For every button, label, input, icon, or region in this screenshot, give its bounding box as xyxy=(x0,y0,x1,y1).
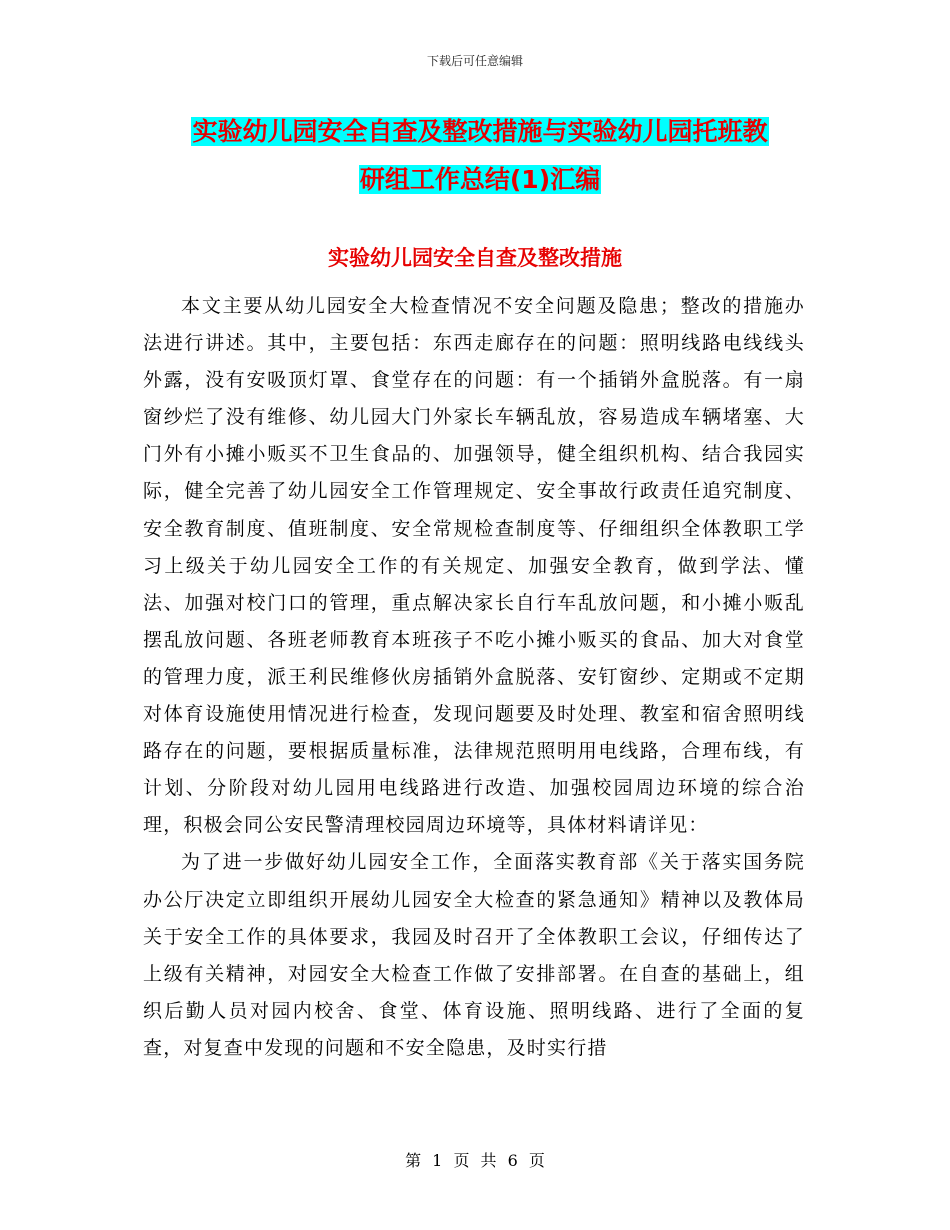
body-paragraph: 本文主要从幼儿园安全大检查情况不安全问题及隐患；整改的措施办法进行讲述。其中，主要包括：东西走廊存在的问题：照明线路电线线头外露，没有安吸顶灯罩、食堂存在的问题：有一个插销外盒脱落。有一扇窗纱烂了没有维修、幼儿园大门外家长车辆乱放，容易造成车辆堵塞、大门外有小摊小贩买不卫生食品的、加强领导，健全组织机构、结合我园实际，健全完善了幼儿园安全工作管理规定、安全事故行政责任追究制度、安全教育制度、值班制度、安全常规检查制度等、仔细组织全体教职工学习上级关于幼儿园安全工作的有关规定、加强安全教育，做到学法、懂法、加强对校门口的管理，重点解决家长自行车乱放问题，和小摊小贩乱摆乱放问题、各班老师教育本班孩子不吃小摊小贩买的食品、加大对食堂的管理力度，派王利民维修伙房插销外盒脱落、安钉窗纱、定期或不定期对体育设施使用情况进行检查，发现问题要及时处理、教室和宿舍照明线路存在的问题，要根据质量标准，法律规范照明用电线路，合理布线，有计划、分阶段对幼儿园用电线路进行改造、加强校园周边环境的综合治理，积极会同公安民警清理校园周边环境等，具体材料请详见： xyxy=(143,295,805,837)
page-header-note: 下载后可任意编辑 xyxy=(426,54,523,68)
document-title-line-1: 实验幼儿园安全自查及整改措施与实验幼儿园托班教 xyxy=(192,117,768,146)
body-paragraph: 为了进一步做好幼儿园安全工作，全面落实教育部《关于落实国务院办公厅决定立即组织开展幼儿园安全大检查的紧急通知》精神以及教体局关于安全工作的具体要求，我园及时召开了全体教职工会议，仔细传达了上级有关精神，对园安全大检查工作做了安排部署。在自查的基础上，组织后勤人员对园内校舍、食堂、体育设施、照明线路、进行了全面的复查，对复查中发现的问题和不安全隐患，及时实行措 xyxy=(143,851,805,1059)
section-heading: 实验幼儿园安全自查及整改措施 xyxy=(328,246,622,270)
document-title xyxy=(140,108,820,204)
document-title-line-2: 研组工作总结(1)汇编 xyxy=(359,165,601,194)
page-number-footer: 第 1 页 共 6 页 xyxy=(405,1151,545,1170)
document-body xyxy=(143,288,805,1067)
